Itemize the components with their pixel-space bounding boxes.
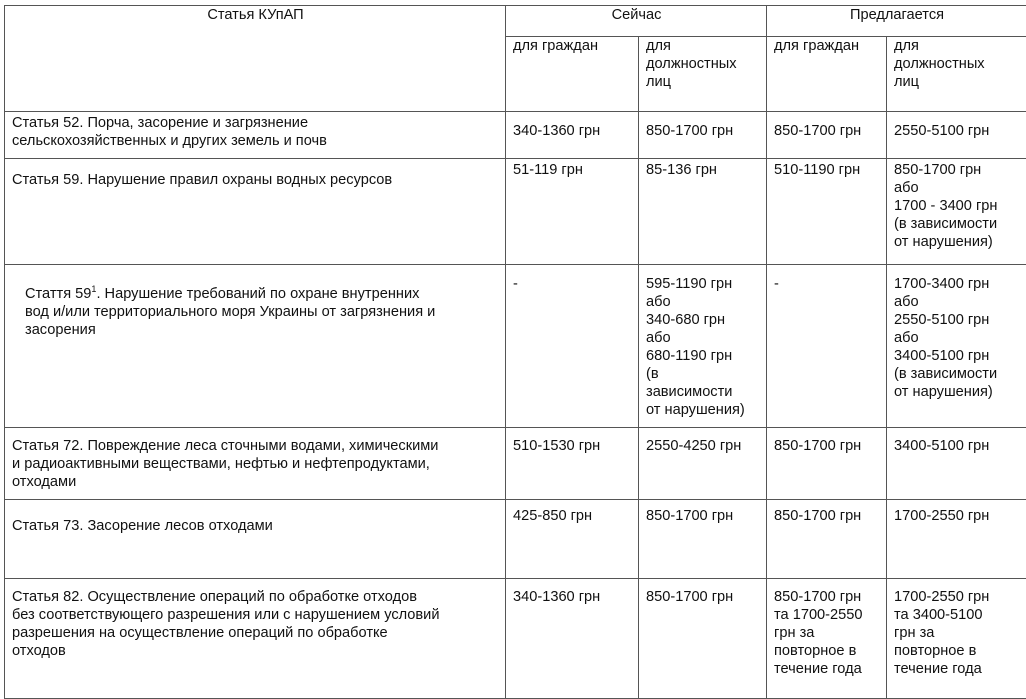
proposed-officials-cell: 1700-3400 грн або 2550-5100 грн або 3400-5100 грн (в зависимости от нарушения) <box>887 265 1026 428</box>
proposed-officials-cell: 1700-2550 грн <box>887 500 1026 579</box>
article-cell: Статья 72. Повреждение леса сточными водами, химическими и радиоактивными веществами, нефтью и нефтепродуктами, отходами <box>5 428 506 500</box>
header-proposed-citizens: для граждан <box>767 37 887 112</box>
current-officials-cell: 85-136 грн <box>639 159 767 265</box>
table-row <box>5 500 1026 579</box>
header-article: Статья КУпАП <box>5 6 506 112</box>
fines-comparison-table <box>4 5 1026 699</box>
table-row <box>5 159 1026 265</box>
article-cell: Статья 73. Засорение лесов отходами <box>5 500 506 579</box>
current-officials-cell: 850-1700 грн <box>639 500 767 579</box>
proposed-citizens-cell: 850-1700 грн <box>767 500 887 579</box>
article-prefix: Стаття 59 <box>25 286 91 302</box>
current-citizens-cell: 51-119 грн <box>506 159 639 265</box>
proposed-officials-cell: 850-1700 грн або 1700 - 3400 грн (в зависимости от нарушения) <box>887 159 1026 265</box>
proposed-citizens-cell: 850-1700 грн <box>767 112 887 159</box>
current-citizens-cell: - <box>506 265 639 428</box>
current-citizens-cell: 340-1360 грн <box>506 579 639 699</box>
article-cell: Статья 59. Нарушение правил охраны водных ресурсов <box>5 159 506 265</box>
proposed-officials-cell: 3400-5100 грн <box>887 428 1026 500</box>
current-citizens-cell: 510-1530 грн <box>506 428 639 500</box>
current-officials-cell: 2550-4250 грн <box>639 428 767 500</box>
article-rest: . Нарушение требований по охране внутренних вод и/или территориального моря Украины от загрязнения и засорения <box>25 286 435 338</box>
proposed-officials-cell: 1700-2550 грн та 3400-5100 грн за повторное в течение года <box>887 579 1026 699</box>
current-citizens-cell: 340-1360 грн <box>506 112 639 159</box>
article-cell <box>5 265 506 428</box>
header-current: Сейчас <box>506 6 767 37</box>
table-row <box>5 112 1026 159</box>
header-current-officials: для должностных лиц <box>639 37 767 112</box>
table-row <box>5 265 1026 428</box>
article-cell: Статья 52. Порча, засорение и загрязнение сельскохозяйственных и других земель и почв <box>5 112 506 159</box>
current-officials-cell: 850-1700 грн <box>639 579 767 699</box>
proposed-officials-cell: 2550-5100 грн <box>887 112 1026 159</box>
current-officials-cell: 850-1700 грн <box>639 112 767 159</box>
proposed-citizens-cell: 850-1700 грн <box>767 428 887 500</box>
header-proposed: Предлагается <box>767 6 1026 37</box>
article-superscript: 1 <box>91 284 96 294</box>
table-row <box>5 579 1026 699</box>
proposed-citizens-cell: - <box>767 265 887 428</box>
current-citizens-cell: 425-850 грн <box>506 500 639 579</box>
proposed-citizens-cell: 850-1700 грн та 1700-2550 грн за повторное в течение года <box>767 579 887 699</box>
table-row <box>5 428 1026 500</box>
article-cell: Статья 82. Осуществление операций по обработке отходов без соответствующего разрешения или с нарушением условий разрешения на осуществление операций по обработке отходов <box>5 579 506 699</box>
proposed-citizens-cell: 510-1190 грн <box>767 159 887 265</box>
header-proposed-officials: для должностных лиц <box>887 37 1026 112</box>
header-current-citizens: для граждан <box>506 37 639 112</box>
current-officials-cell: 595-1190 грн або 340-680 грн або 680-1190 грн (в зависимости от нарушения) <box>639 265 767 428</box>
